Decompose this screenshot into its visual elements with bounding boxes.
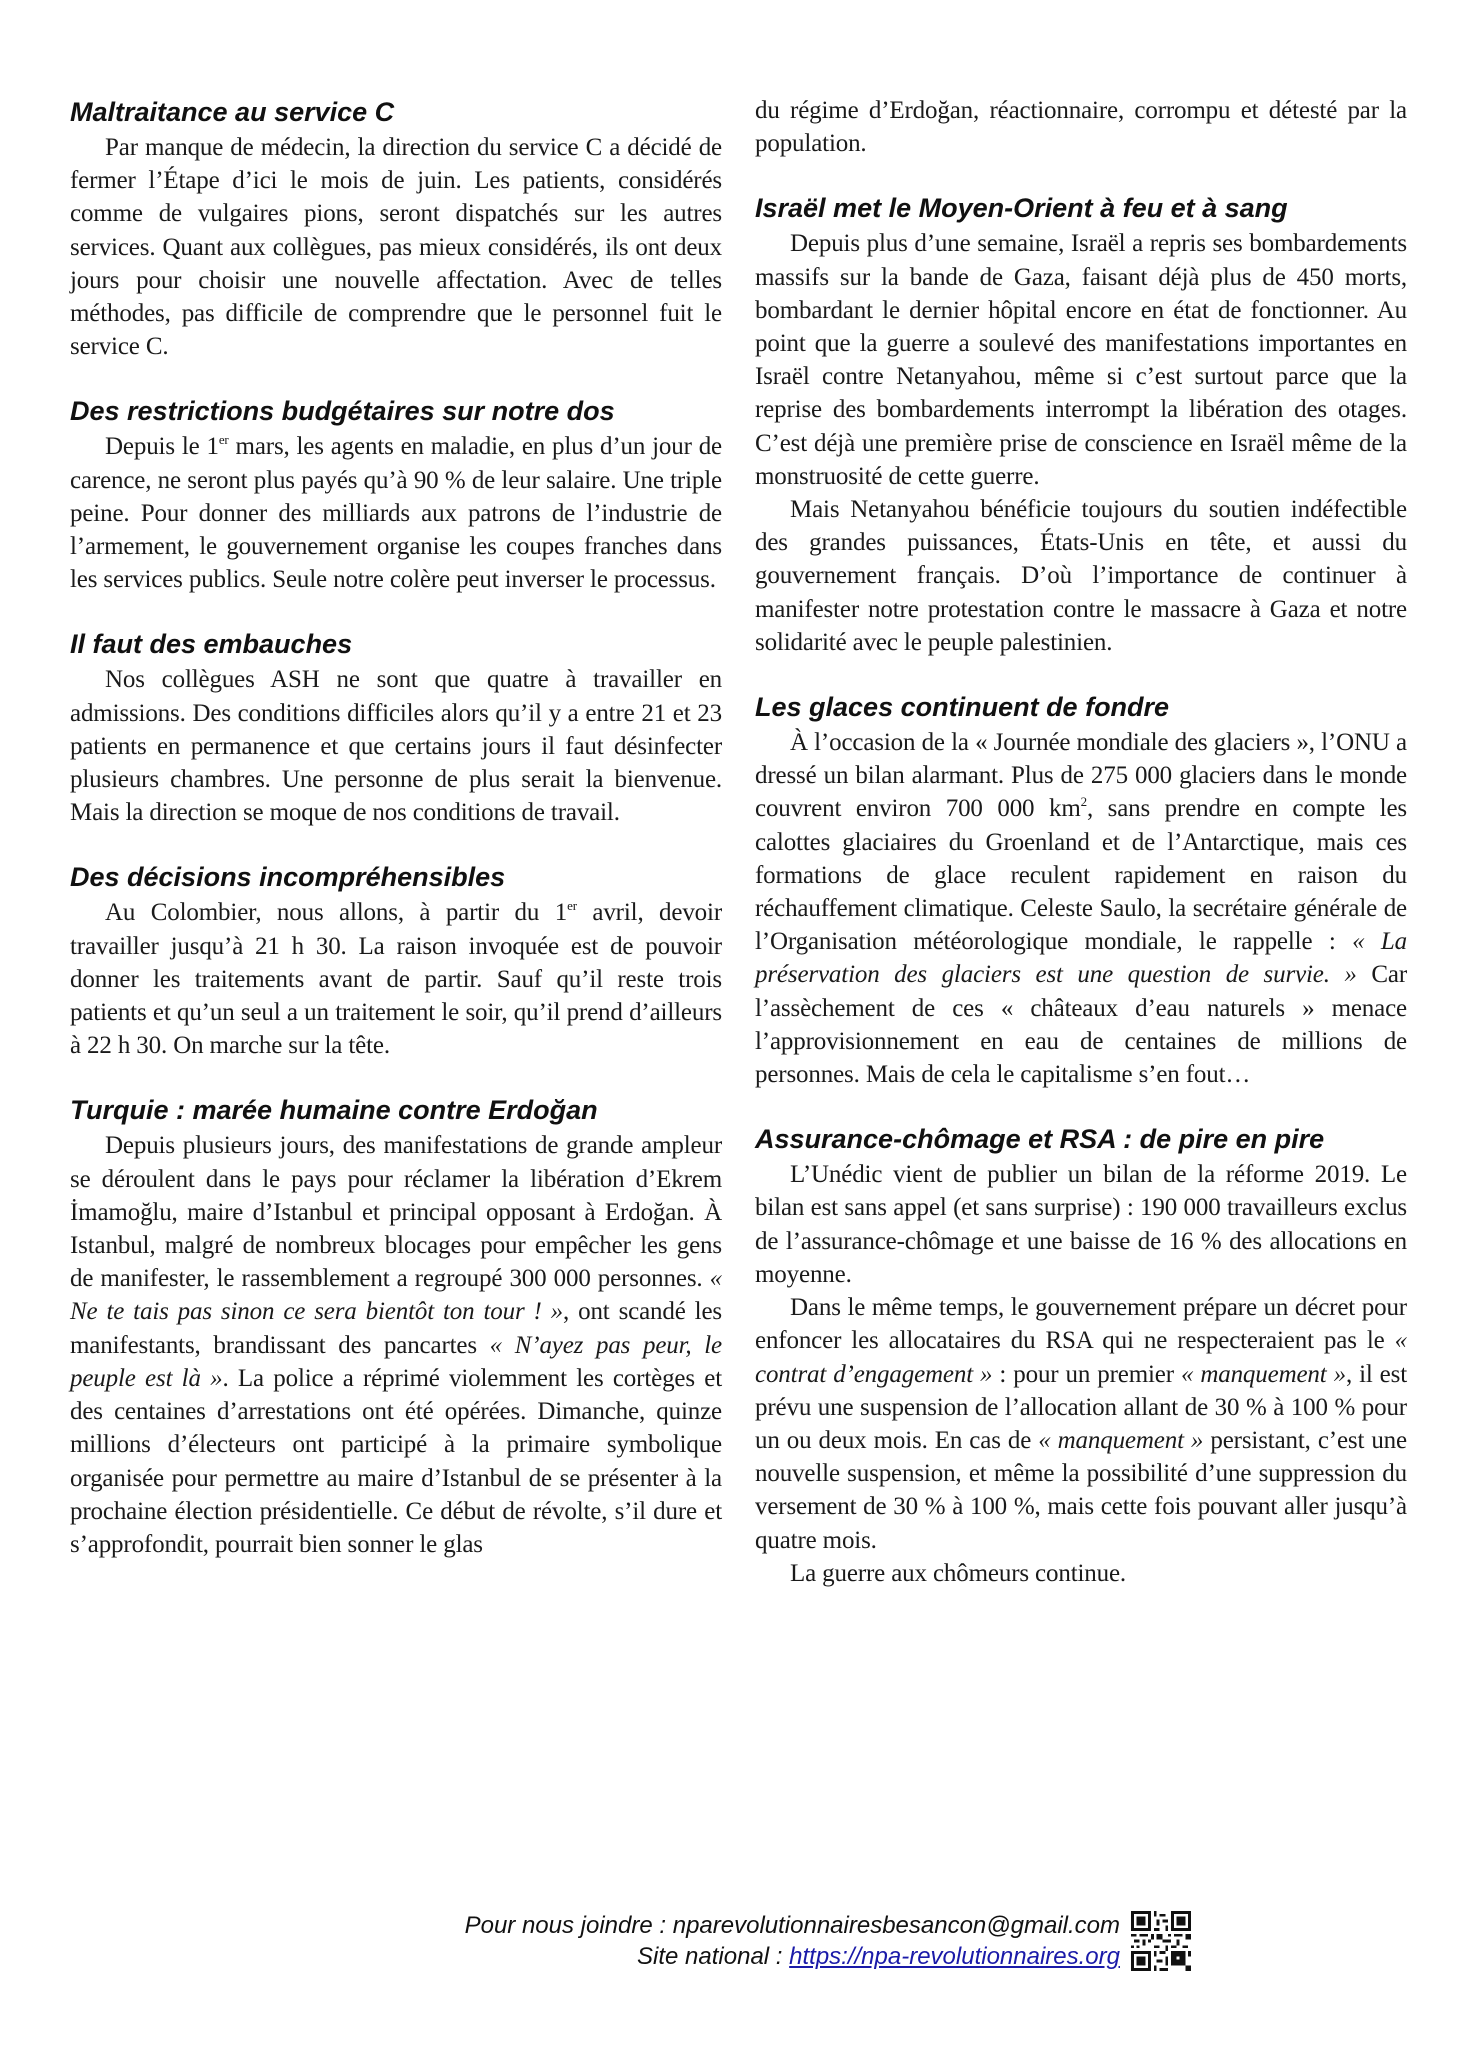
article-glaces [755,690,1407,1091]
article-paragraph: L’Unédic vient de publier un bilan de la réforme 2019. Le bilan est sans appel (et sans surprise) : 190 000 travailleurs exclus de l’assurance-chômage et une baisse de 16 % des allocations en moyenne. [755,1161,1407,1288]
quote: « Ne te tais pas sinon ce sera bientôt ton tour ! » [70,1265,722,1326]
superscript: er [567,898,577,914]
article-embauches [70,627,722,829]
quote: « N’ayez pas peur, le peuple est là » [70,1331,722,1392]
footer-contact [340,1910,1120,1972]
quote: « manquement » [1180,1360,1346,1388]
quote: « contrat d’engagement » [755,1327,1407,1388]
article-title: Des décisions incompréhensibles [70,862,506,893]
article-paragraph: Depuis le 1er mars, les agents en maladie, en plus d’un jour de carence, ne seront plus payés qu’à 90 % de leur salaire. Une triple peine. Pour donner des milliards aux patrons de l’industrie de l’armement, le gouvernement organise les coupes franches dans les services publics. Seule notre colère peut inverser le processus. [70,432,723,594]
article-title: Il faut des embauches [70,629,353,660]
left-column [70,95,722,1592]
article-turquie [70,1093,722,1561]
article-paragraph: Depuis plus d’une semaine, Israël a repris ses bombardements massifs sur la bande de Gaza, faisant déjà plus de 450 morts, bombardant le dernier hôpital encore en état de fonctionner. Au point que la guerre a soulevé des manifestations importantes en Israël contre Netanyahou, même si c’est surtout parce que la reprise des bombardements interrompt la libération des otages. C’est déjà une première prise de conscience en Israël même de la monstruosité de cette guerre. [755,230,1407,490]
qr-code-icon [1131,1911,1191,1971]
right-column [755,94,1407,1621]
article-paragraph: Nos collègues ASH ne sont que quatre à travailler en admissions. Des conditions difficiles alors qu’il y a entre 21 et 23 patients en permanence et que certains jours il faut désinfecter plusieurs chambres. Une personne de plus serait la bienvenue. Mais la direction se moque de nos conditions de travail. [70,666,722,827]
quote: « La préservation des glaciers est une question de survie. » [755,928,1407,989]
superscript: er [218,432,229,448]
quote: « manquement » [1038,1426,1204,1454]
article-title: Turquie : marée humaine contre Erdoğan [70,1095,598,1126]
article-paragraph: Au Colombier, nous allons, à partir du 1er avril, devoir travailler jusqu’à 21 h 30. La raison invoquée est de pouvoir donner les traitements avant de partir. Sauf qu’il reste trois patients et qu’un seul a un traitement le soir, qu’il prend d’ailleurs à 22 h 30. On marche sur la tête. [70,898,722,1060]
article-title: Les glaces continuent de fondre [755,692,1170,723]
article-paragraph: À l’occasion de la « Journée mondiale des glaciers », l’ONU a dressé un bilan alarmant. Plus de 275 000 glaciers dans le monde couvrent environ 700 000 $km^2$, sans prendre en compte les calottes glaciaires du Groenland et de l’Antarctique, mais ces formations de glace reculent rapidement en raison du réchauffement climatique. Celeste Saulo, la secrétaire générale de l’Organisation météorologique mondiale, le rappelle : « La préservation des glaciers est une question de survie. » Car l’assèchement de ces « châteaux d’eau naturels » menace l’approvisionnement en eau de centaines de millions de personnes. Mais de cela le capitalisme s’en fout… [755,729,1407,1089]
article-turquie-continuation [755,94,1407,160]
article-decisions [70,860,722,1062]
article-title: Maltraitance au service C [70,97,395,127]
article-paragraph: Depuis plusieurs jours, des manifestations de grande ampleur se déroulent dans le pays pour réclamer la libération d’Ekrem İmamoğlu, maire d’Istanbul et principal opposant à Erdoğan. À Istanbul, malgré de nombreux blocages pour empêcher les gens de manifester, le rassemblement a regroupé 300 000 personnes. « Ne te tais pas sinon ce sera bientôt ton tour ! », ont scandé les manifestants, brandissant des pancartes « N’ayez pas peur, le peuple est là ». La police a réprimé violemment les cortèges et des centaines d’arrestations ont été opérées. Dimanche, quinze millions d’électeurs ont participé à la primaire symbolique organisée pour permettre au maire d’Istanbul de se présenter à la prochaine élection présidentielle. Ce début de révolte, s’il dure et s’approfondit, pourrait bien sonner le glas [70,1132,722,1558]
site-line: Site national : https://npa-revolutionnaires.org [637,1943,1120,1970]
article-title: Israël met le Moyen-Orient à feu et à sang [755,193,1288,224]
article-maltraitance [70,95,722,363]
site-link[interactable]: https://npa-revolutionnaires.org [789,1943,1120,1970]
article-restrictions-budgetaires [70,394,722,596]
article-israel [755,191,1407,659]
article-assurance-chomage [755,1122,1407,1590]
contact-email[interactable]: nparevolutionnairesbesancon@gmail.com [672,1912,1120,1939]
article-paragraph: Dans le même temps, le gouvernement prépare un décret pour enfoncer les allocataires du RSA qui ne respecteraient pas le « contrat d’engagement » : pour un premier « manquement », il est prévu une suspension de l’allocation allant de 30 % à 100 % pour un ou deux mois. En cas de « manquement » persistant, c’est une nouvelle suspension, et même la possibilité d’une suppression du versement de 30 % à 100 %, mais cette fois pouvant aller jusqu’à quatre mois. [755,1294,1408,1554]
article-title: Des restrictions budgétaires sur notre dos [70,396,615,427]
article-paragraph: La guerre aux chômeurs continue. [790,1559,1127,1587]
article-paragraph: Par manque de médecin, la direction du service C a décidé de fermer l’Étape d’ici le mois de juin. Les patients, considérés comme de vulgaires pions, seront dispatchés sur les autres services. Quant aux collègues, pas mieux considérés, ils ont deux jours pour choisir une nouvelle affectation. Avec de telles méthodes, pas difficile de comprendre que le personnel fuit le service C. [70,134,722,361]
contact-line: Pour nous joindre : nparevolutionnairesbesancon@gmail.com [464,1912,1120,1939]
article-title: Assurance-chômage et RSA : de pire en pire [755,1124,1325,1155]
article-paragraph: Mais Netanyahou bénéficie toujours du soutien indéfectible des grandes puissances, États-Unis en tête, et aussi du gouvernement français. D’où l’importance de continuer à manifester notre protestation contre le massacre à Gaza et notre solidarité avec le peuple palestinien. [755,496,1407,656]
superscript: 2 [1080,794,1087,810]
article-paragraph: du régime d’Erdoğan, réactionnaire, corrompu et détesté par la population. [755,97,1407,158]
